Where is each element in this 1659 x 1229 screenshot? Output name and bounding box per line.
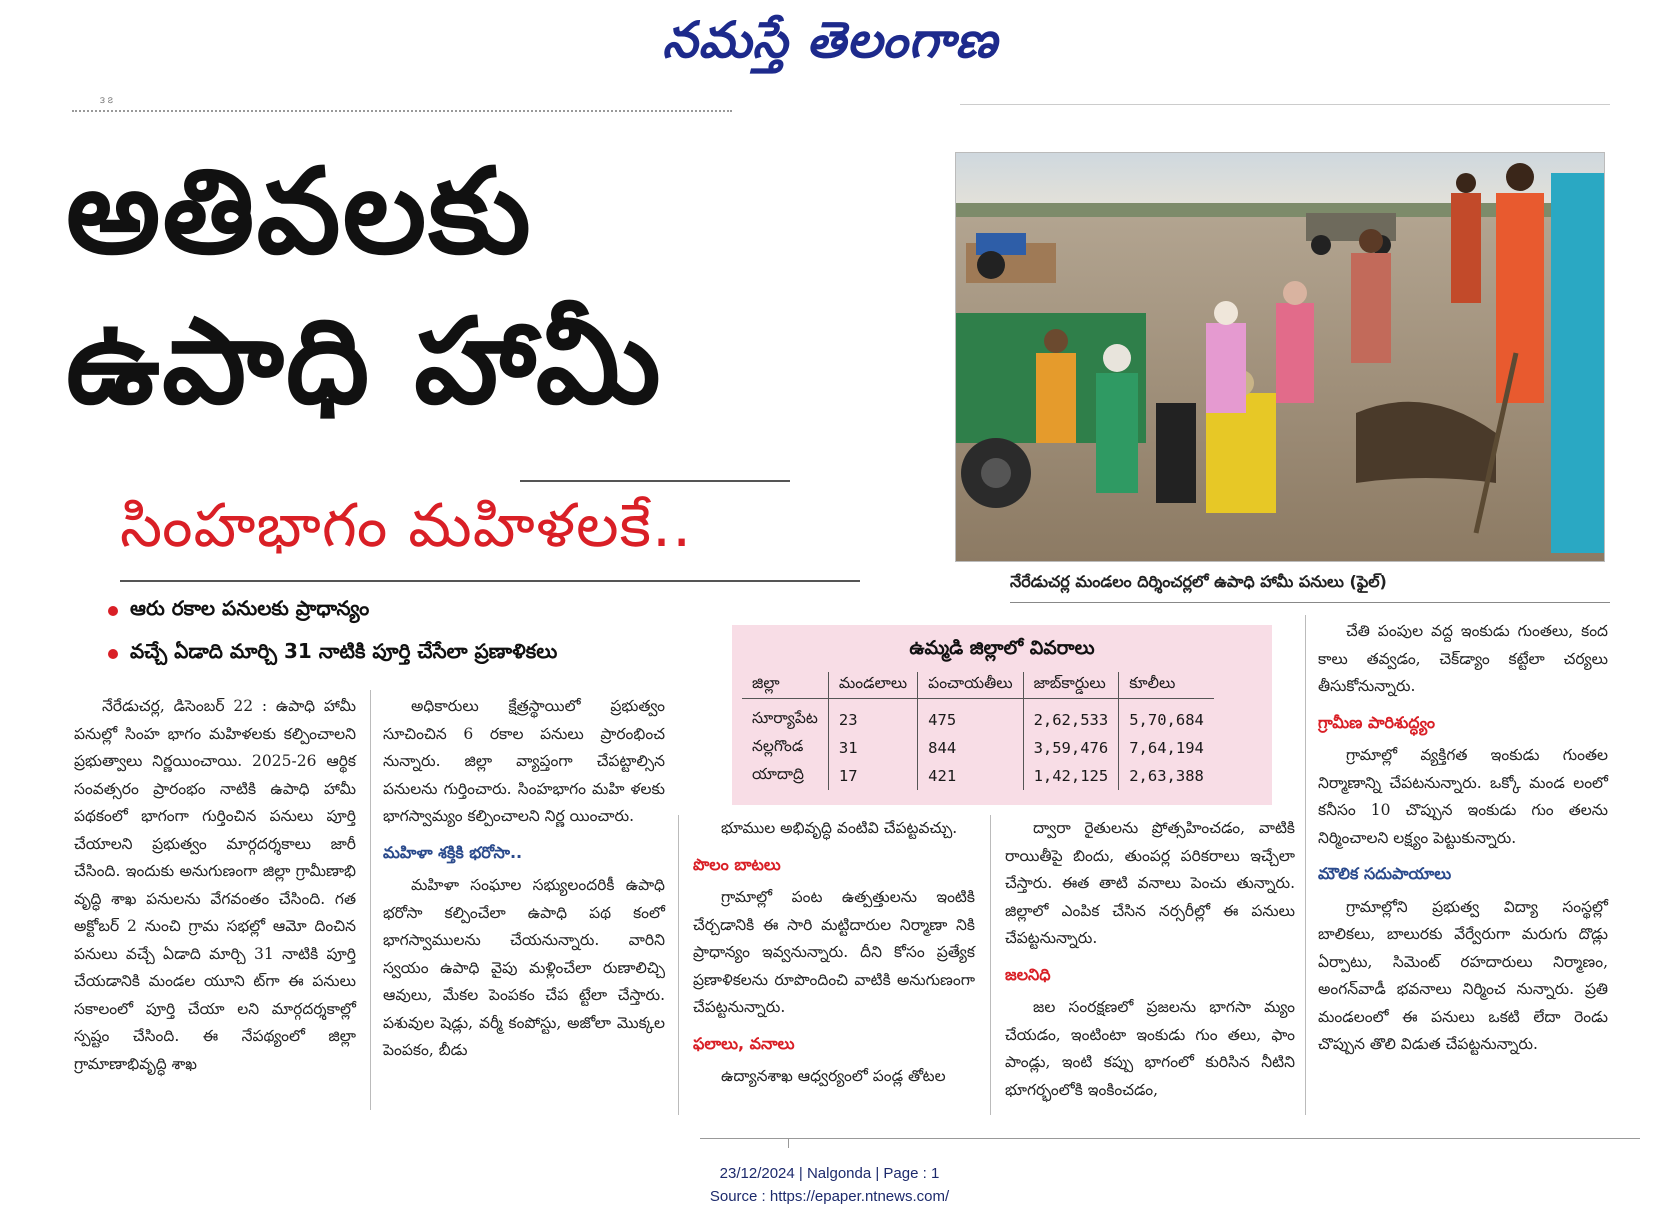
table-header: పంచాయతీలు bbox=[918, 672, 1023, 699]
table-cell: 5,70,684 bbox=[1129, 711, 1204, 729]
edition-info: 23/12/2024 | Nalgonda | Page : 1 bbox=[719, 1165, 940, 1182]
key-points bbox=[108, 596, 557, 682]
article-paragraph: చేతి పంపుల వద్ద ఇంకుడు గుంతలు, కంద కాలు తవ్వడం, చెక్‌డ్యాం కట్టేలా చర్యలు తీసుకోనున్నారు. bbox=[1318, 622, 1608, 695]
key-point-text: వచ్చే ఏడాది మార్చి 31 నాటికి పూర్తి చేసేలా ప్రణాళికలు bbox=[130, 639, 558, 663]
table-header: మండలాలు bbox=[828, 672, 917, 699]
page-footer bbox=[0, 1162, 1659, 1208]
table-cell: 2,63,388 bbox=[1129, 767, 1204, 785]
article-column-3 bbox=[693, 815, 975, 1093]
photo-caption: నేరేడుచర్ల మండలం దిర్శించర్లలో ఉపాధి హామీ పనులు (ఫైల్) bbox=[1010, 572, 1387, 591]
article-paragraph: గ్రామాల్లోని ప్రభుత్వ విద్యా సంస్థల్లో బాలికలు, బాలురకు వేర్వేరుగా మరుగు దొడ్లు ఏర్పాటు, సిమెంట్ రహదారులు నిర్మాణం, అంగన్‌వాడీ భవనాలు నిర్మించ నున్నారు. ప్రతి మండలంలో ఈ పనులు ఒకటి లేదా రెండు చొప్పున తొలి విడుత చేపట్టనున్నారు. bbox=[1318, 897, 1608, 1053]
news-photo bbox=[955, 152, 1605, 562]
top-dotted-rule bbox=[72, 110, 732, 112]
table-cell: 475 bbox=[918, 699, 1023, 735]
table-cell: 1,42,125 bbox=[1023, 762, 1119, 790]
section-heading: మహిళా శక్తికి భరోసా.. bbox=[383, 842, 523, 862]
table-cell: 3,59,476 bbox=[1023, 734, 1119, 762]
column-divider bbox=[370, 690, 371, 1110]
article-paragraph: గ్రామాల్లో పంట ఉత్పత్తులను ఇంటికి చేర్చడానికి ఈ సారి మట్టిదారుల నిర్మాణా నికి ప్రాధాన్యం ఇవ్వనున్నారు. దీని కోసం ప్రత్యేక ప్రణాళికలను రూపొందించి వాటికి అనుగుణంగా చేపట్టనున్నారు. bbox=[693, 888, 975, 1016]
section-heading: మౌలిక సదుపాయాలు bbox=[1318, 864, 1452, 883]
source-link[interactable]: Source : https://epaper.ntnews.com/ bbox=[709, 1188, 950, 1205]
bullet-dot-icon bbox=[108, 606, 118, 616]
district-details-box bbox=[732, 625, 1272, 805]
key-point bbox=[108, 596, 557, 625]
top-marks: ౩ ౭ bbox=[100, 96, 113, 106]
article-column-5 bbox=[1318, 618, 1608, 1061]
table-header: కూలీలు bbox=[1119, 672, 1214, 699]
table-header: జాబ్‌కార్డులు bbox=[1023, 672, 1119, 699]
bottom-rule bbox=[700, 1138, 1640, 1139]
table-cell: 844 bbox=[918, 734, 1023, 762]
table-cell: నల్లగొండ bbox=[742, 734, 828, 762]
table-title: ఉమ్మడి జిల్లాలో వివరాలు bbox=[909, 637, 1095, 659]
article-column-2 bbox=[383, 693, 665, 1067]
subheadline-rule-top bbox=[520, 480, 790, 482]
table-cell: 421 bbox=[918, 762, 1023, 790]
column-divider bbox=[678, 815, 679, 1115]
table-cell: 23 bbox=[828, 699, 917, 735]
section-heading: జలనిధి bbox=[1005, 964, 1051, 984]
workers-photo-illustration bbox=[956, 153, 1605, 562]
table-cell: యాదాద్రి bbox=[742, 762, 828, 790]
headline-line-1: అతివలకు bbox=[66, 142, 533, 280]
table-cell: సూర్యాపేట bbox=[742, 699, 828, 735]
article-paragraph: గ్రామాల్లో వ్యక్తిగత ఇంకుడు గుంతల నిర్మాణాన్ని చేపటనున్నారు. ఒక్కో మండ లంలో కనీసం 10 చొప్పున ఇంకుడు గుం తలను నిర్మించాలని లక్ష్యం పెట్టుకున్నారు. bbox=[1318, 746, 1608, 847]
bottom-tick bbox=[788, 1138, 789, 1148]
caption-rule bbox=[1010, 602, 1610, 603]
table-header: జిల్లా bbox=[742, 672, 828, 699]
table-cell: 7,64,194 bbox=[1129, 739, 1204, 757]
article-paragraph: భూముల అభివృద్ధి వంటివి చేపట్టవచ్చు. bbox=[721, 819, 958, 837]
district-details-table bbox=[742, 672, 1214, 790]
key-point bbox=[108, 639, 557, 668]
key-point-text: ఆరు రకాల పనులకు ప్రాధాన్యం bbox=[130, 596, 370, 620]
article-paragraph: నేరేడుచర్ల, డిసెంబర్ 22 : ఉపాధి హామీ పనుల్లో సింహ భాగం మహిళలకు కల్పించాలని ప్రభుత్వాలు నిర్ణయించాయి. 2025-26 ఆర్థిక సంవత్సరం ప్రారంభం నాటికి ఉపాధి హామీ పథకంలో భాగంగా గుర్తించిన పనులు పూర్తి చేయాలని ప్రభుత్వం మార్గదర్శకాలు జారీ చేసింది. ఇందుకు అనుగుణంగా జిల్లా గ్రామీణాభి వృద్ధి శాఖ పనులను వేగవంతం చేసింది. గత అక్టోబర్ 2 నుంచి గ్రామ సభల్లో ఆమో దించిన పనులు వచ్చే ఏడాది మార్చి 31 నాటికి పూర్తి చేయడానికి మండల యూని ట్‌గా ఈ పనులు సకాలంలో పూర్తి చేయా లని మార్గదర్శకాల్లో స్పష్టం చేసింది. ఈ నేపథ్యంలో జిల్లా గ్రామాణాభివృద్ధి శాఖ bbox=[74, 697, 356, 1073]
headline-line-2: ఉపాధి హామీ bbox=[66, 292, 663, 430]
headline bbox=[66, 136, 966, 436]
article-paragraph: మహిళా సంఘాల సభ్యులందరికీ ఉపాధి భరోసా కల్పించేలా ఉపాధి పథ కంలో భాగస్వాములను చేయనున్నారు. వారిని స్వయం ఉపాధి వైపు మళ్లించేలా రుణాలిచ్చి ఆవులు, మేకల పెంపకం చేప ట్టేలా చేస్తారు. పశువుల షెడ్లు, వర్మీ కంపోస్టు, అజోలా మొక్కల పెంపకం, బీడు bbox=[383, 876, 665, 1059]
table-cell: 17 bbox=[828, 762, 917, 790]
table-row bbox=[742, 734, 1214, 762]
article-column-1 bbox=[74, 693, 356, 1080]
table-cell: 31 bbox=[828, 734, 917, 762]
table-row bbox=[742, 762, 1214, 790]
article-paragraph: ద్వారా రైతులను ప్రోత్సహించడం, వాటికి రాయితీపై బిందు, తుంపర్ల పరికరాలు ఇచ్చేలా చేస్తారు. ఈత తాటి వనాలు పెంచు తున్నారు. జిల్లాలో ఎంపిక చేసిన నర్సరీల్లో ఈ పనులు చేపట్టనున్నారు. bbox=[1005, 819, 1295, 947]
article-paragraph: ఉద్యానశాఖ ఆధ్వర్యంలో పండ్ల తోటల bbox=[721, 1067, 946, 1085]
table-cell: 2,62,533 bbox=[1023, 699, 1119, 735]
article-column-4 bbox=[1005, 815, 1295, 1106]
section-heading: ఫలాలు, వనాలు bbox=[693, 1033, 795, 1053]
article-paragraph: అధికారులు క్షేత్రస్థాయిలో ప్రభుత్వం సూచించిన 6 రకాల పనులు ప్రారంభించ నున్నారు. జిల్లా వ్యాప్తంగా చేపట్టాల్సిన పనులను గుర్తించారు. సింహభాగం మహి ళలకు భాగస్వామ్యం కల్పించాలని నిర్ణ యించారు. bbox=[383, 697, 665, 825]
section-heading: పొలం బాటలు bbox=[693, 854, 781, 874]
column-divider bbox=[1305, 615, 1306, 1115]
bullet-dot-icon bbox=[108, 649, 118, 659]
newspaper-masthead: నమస్తే తెలంగాణ bbox=[662, 11, 998, 69]
top-right-rule bbox=[960, 104, 1610, 105]
column-divider bbox=[990, 815, 991, 1115]
section-heading: గ్రామీణ పారిశుద్ధ్యం bbox=[1318, 712, 1435, 732]
subheadline-rule-bottom bbox=[120, 580, 860, 582]
article-paragraph: జల సంరక్షణలో ప్రజలను భాగసా మ్యం చేయడం, ఇంటింటా ఇంకుడు గుం తలు, ఫాం పాండ్లు, ఇంటి కప్పు భాగంలో కురిసిన నీటిని భూగర్భంలోకి ఇంకించడం, bbox=[1005, 998, 1295, 1099]
subheadline: సింహభాగం మహిళలకే.. bbox=[120, 491, 693, 561]
table-row bbox=[742, 699, 1214, 735]
